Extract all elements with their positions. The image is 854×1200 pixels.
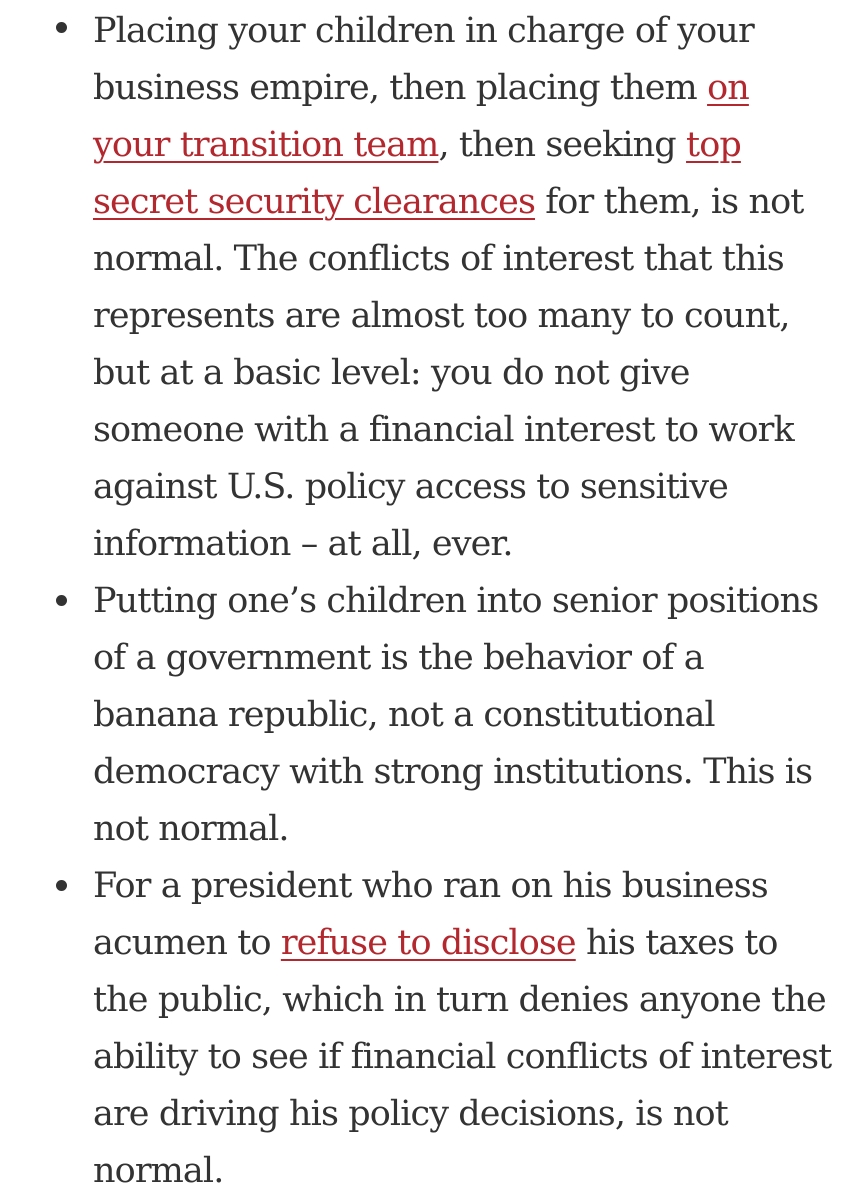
bullet-icon — [56, 22, 67, 33]
text-segment: For a president who ran on his business acumen to — [93, 866, 768, 963]
text-segment: for them, is not normal. The conflicts of interest that this represents are almost too many to count, but at a basic level: you do not give someone with a financial interest to work against U.S. policy access to sensitive information – at all, ever. — [93, 182, 804, 564]
bullet-icon — [56, 880, 67, 891]
list-item-text — [93, 3, 834, 573]
security-clearances-link[interactable]: top secret security clearances — [93, 125, 741, 222]
refuse-to-disclose-link[interactable]: refuse to disclose — [280, 923, 576, 963]
text-segment: his taxes to the public, which in turn denies anyone the ability to see if financial conflicts of interest are driving his policy decisions, is not normal. — [93, 923, 832, 1191]
list-item-text — [93, 858, 834, 1200]
list-item — [0, 858, 854, 1200]
list-item — [0, 0, 854, 573]
text-segment: Putting one’s children into senior positions of a government is the behavior of a banana republic, not a constitutional democracy with strong institutions. This is not normal. — [93, 581, 819, 849]
list-item-text — [93, 573, 834, 858]
text-segment: , then seeking — [438, 125, 687, 165]
list-item — [0, 573, 854, 858]
text-segment: Placing your children in charge of your business empire, then placing them — [93, 11, 754, 108]
transition-team-link[interactable]: on your transition team — [93, 68, 749, 165]
bullet-icon — [56, 595, 67, 606]
